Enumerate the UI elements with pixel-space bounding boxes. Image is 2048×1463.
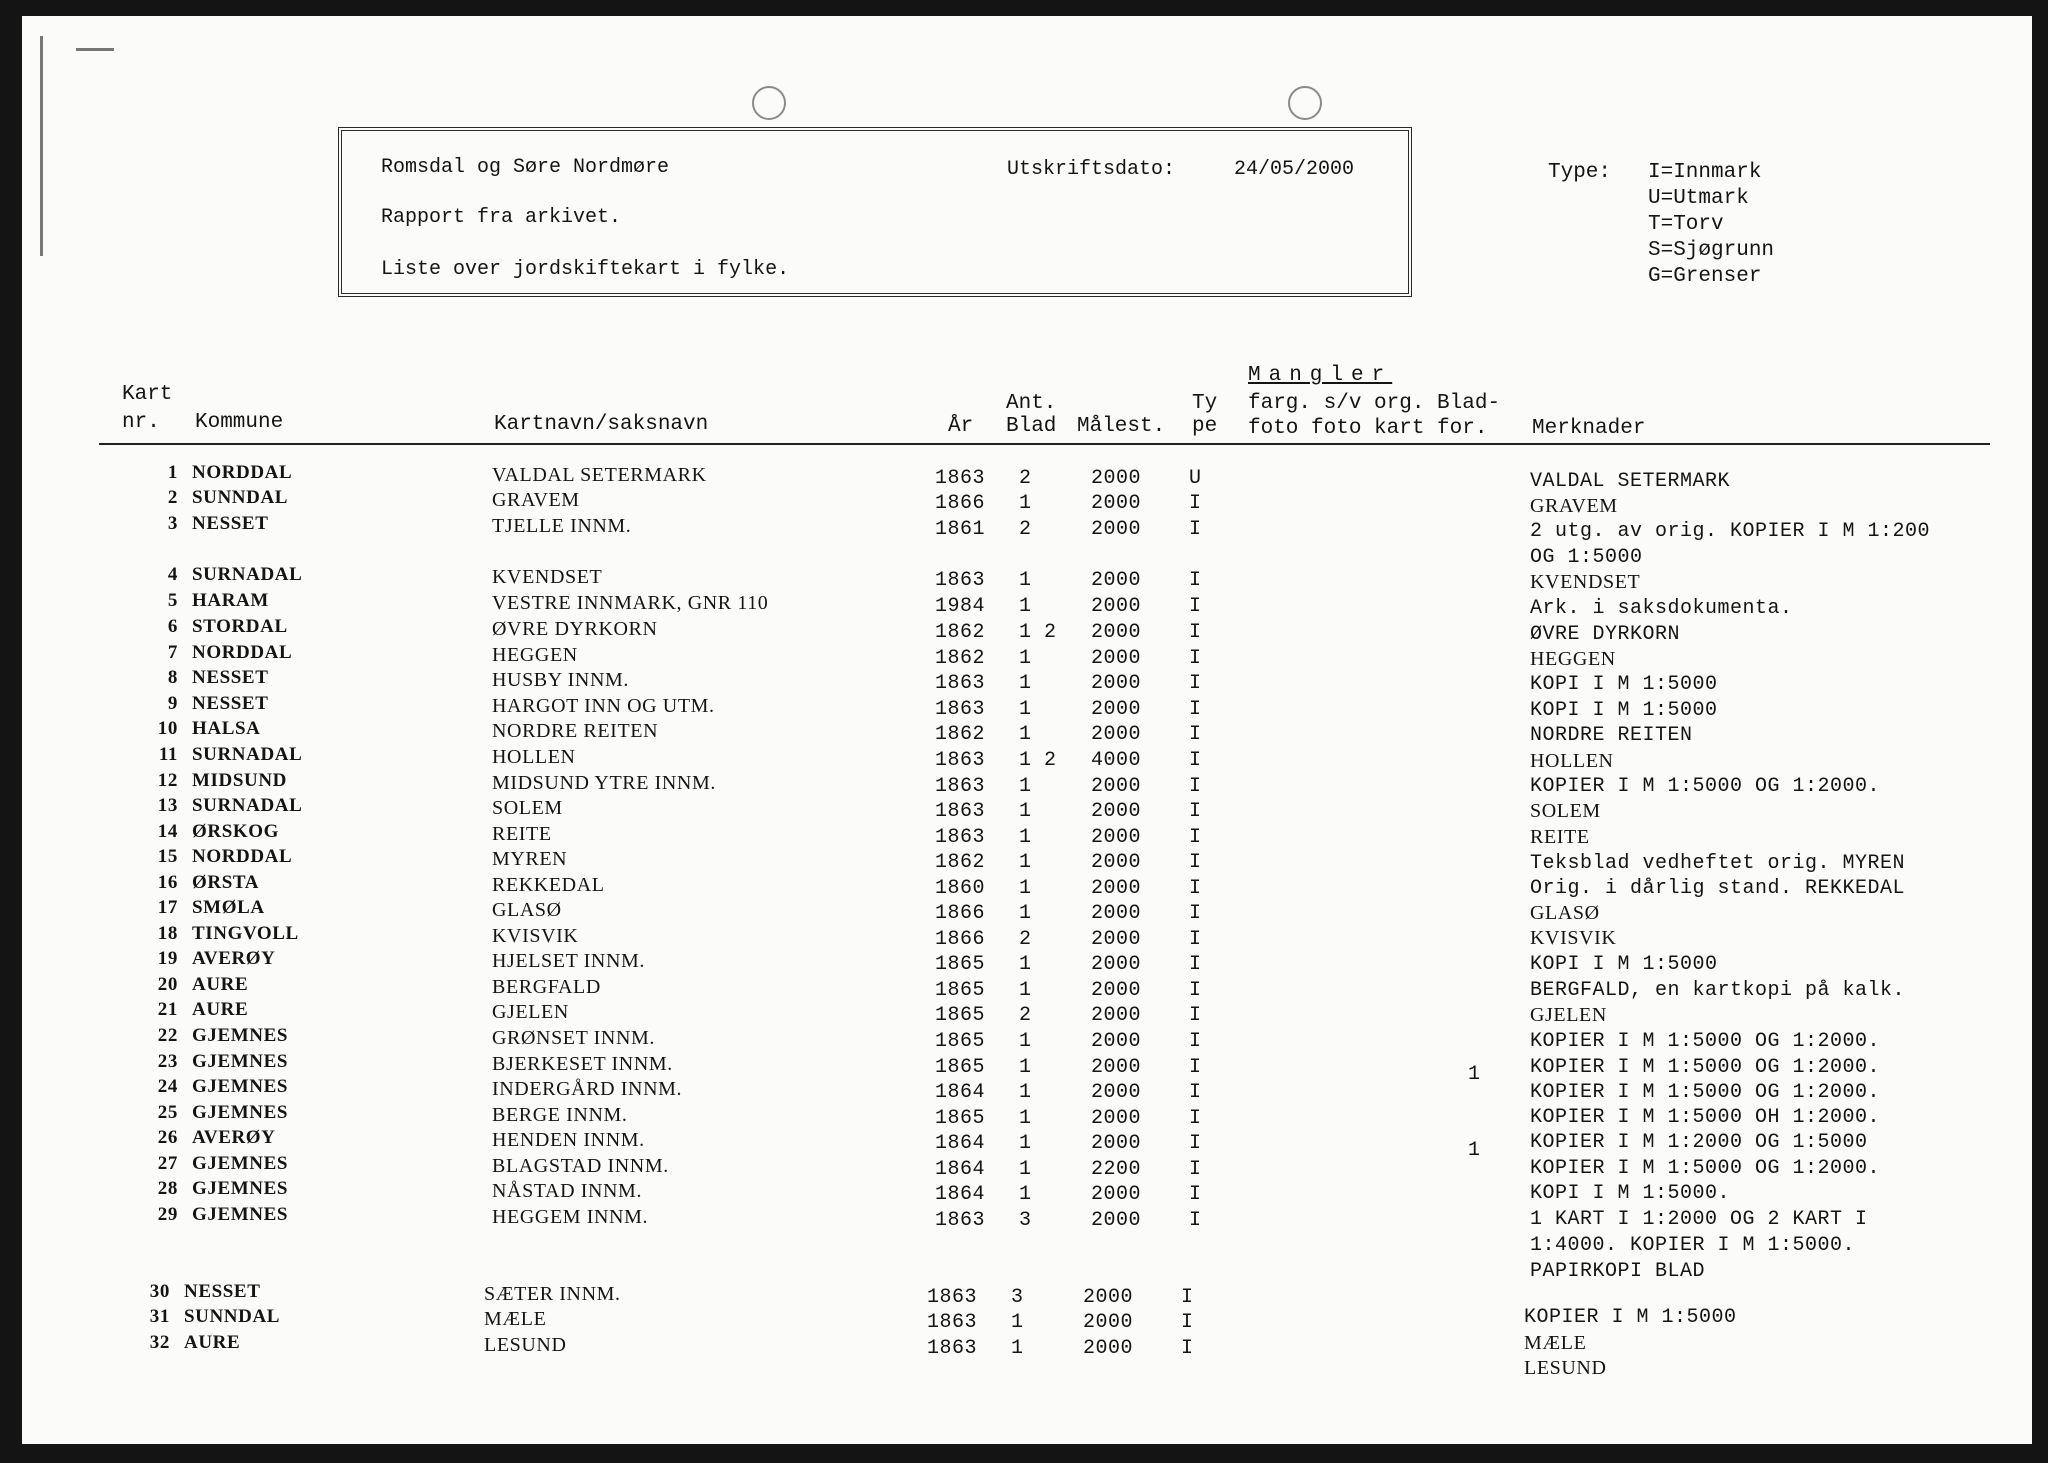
row-merknad: BERGFALD, en kartkopi på kalk. bbox=[1530, 979, 1906, 1002]
row-merknad: KVISVIK bbox=[1530, 927, 1617, 949]
type-legend-label: Type: bbox=[1548, 161, 1612, 184]
row-kartnavn: GLASØ bbox=[492, 899, 562, 921]
col-nr: nr. bbox=[122, 411, 160, 434]
row-kommune: AURE bbox=[192, 974, 249, 995]
row-type: I bbox=[1189, 1183, 1202, 1206]
row-merknad: GJELEN bbox=[1530, 1004, 1607, 1026]
row-kartnavn: NÅSTAD INNM. bbox=[492, 1180, 643, 1202]
row-nr: 6 bbox=[167, 616, 178, 637]
row-year: 1862 bbox=[935, 647, 986, 670]
row-merknad: 1:4000. KOPIER I M 1:5000. bbox=[1530, 1234, 1856, 1257]
row-nr: 10 bbox=[157, 718, 178, 739]
row-nr: 26 bbox=[157, 1127, 178, 1148]
row-year: 1862 bbox=[935, 621, 986, 644]
print-date-label: Utskriftsdato: bbox=[1007, 158, 1176, 181]
row-malestokk: 2000 bbox=[1091, 672, 1142, 695]
row-blad: 3 bbox=[1019, 1209, 1032, 1232]
row-nr: 15 bbox=[157, 846, 178, 867]
scan-dash bbox=[76, 48, 114, 51]
row-nr: 21 bbox=[157, 999, 178, 1020]
row-year: 1863 bbox=[935, 698, 986, 721]
row-type: I bbox=[1189, 492, 1202, 515]
row-blad: 1 bbox=[1011, 1337, 1024, 1360]
row-blad: 1 bbox=[1011, 1311, 1024, 1334]
row-year: 1865 bbox=[935, 953, 986, 976]
row-kommune: STORDAL bbox=[192, 616, 288, 637]
row-type: I bbox=[1189, 928, 1202, 951]
row-nr: 18 bbox=[157, 923, 178, 944]
row-kartnavn: GJELEN bbox=[492, 1001, 569, 1023]
header-line3: Liste over jordskiftekart i fylke. bbox=[381, 258, 790, 281]
row-year: 1863 bbox=[935, 1209, 986, 1232]
col-kommune: Kommune bbox=[195, 411, 284, 434]
row-year: 1863 bbox=[927, 1286, 978, 1309]
type-legend-item: I=Innmark bbox=[1648, 161, 1762, 184]
row-type: I bbox=[1181, 1337, 1194, 1360]
row-blad: 1 bbox=[1019, 877, 1032, 900]
row-kommune: AURE bbox=[184, 1332, 241, 1353]
row-kommune: NORDDAL bbox=[192, 642, 293, 663]
row-year: 1864 bbox=[935, 1081, 986, 1104]
row-kommune: SUNNDAL bbox=[184, 1306, 281, 1327]
row-malestokk: 2000 bbox=[1091, 647, 1142, 670]
row-kartnavn: BJERKESET INNM. bbox=[492, 1053, 673, 1075]
row-malestokk: 2000 bbox=[1091, 1004, 1142, 1027]
row-merknad: KOPIER I M 1:5000 OG 1:2000. bbox=[1530, 1081, 1881, 1104]
row-merknad: LESUND bbox=[1524, 1357, 1607, 1379]
row-malestokk: 2000 bbox=[1091, 723, 1142, 746]
row-malestokk: 2000 bbox=[1091, 851, 1142, 874]
row-nr: 28 bbox=[157, 1178, 178, 1199]
row-kommune: GJEMNES bbox=[192, 1153, 289, 1174]
col-kart: Kart bbox=[122, 383, 173, 406]
row-merknad: Orig. i dårlig stand. REKKEDAL bbox=[1530, 877, 1906, 900]
row-nr: 20 bbox=[157, 974, 178, 995]
row-type: I bbox=[1189, 826, 1202, 849]
row-type: I bbox=[1189, 877, 1202, 900]
row-merknad: KOPI I M 1:5000 bbox=[1530, 699, 1718, 722]
row-year: 1862 bbox=[935, 723, 986, 746]
row-merknad: MÆLE bbox=[1524, 1332, 1587, 1354]
row-malestokk: 2000 bbox=[1091, 800, 1142, 823]
row-kommune: NESSET bbox=[192, 667, 269, 688]
row-type: I bbox=[1189, 1030, 1202, 1053]
row-merknad: HOLLEN bbox=[1530, 750, 1614, 772]
row-kartnavn: MÆLE bbox=[484, 1308, 547, 1330]
row-kommune: HARAM bbox=[192, 590, 269, 611]
row-kommune: GJEMNES bbox=[192, 1051, 289, 1072]
row-year: 1863 bbox=[935, 467, 986, 490]
row-kommune: GJEMNES bbox=[192, 1076, 289, 1097]
row-malestokk: 2000 bbox=[1091, 1030, 1142, 1053]
row-blad: 1 bbox=[1019, 1081, 1032, 1104]
row-merknad: KOPI I M 1:5000 bbox=[1530, 673, 1718, 696]
row-year: 1863 bbox=[935, 672, 986, 695]
row-nr: 3 bbox=[167, 513, 178, 534]
row-nr: 30 bbox=[149, 1281, 170, 1302]
row-merknad: 1 KART I 1:2000 OG 2 KART I bbox=[1530, 1208, 1868, 1231]
row-kommune: ØRSKOG bbox=[192, 821, 280, 842]
row-year: 1865 bbox=[935, 1107, 986, 1130]
row-merknad: KOPIER I M 1:5000 OG 1:2000. bbox=[1530, 1157, 1881, 1180]
row-year: 1984 bbox=[935, 595, 986, 618]
row-malestokk: 2000 bbox=[1083, 1286, 1134, 1309]
row-type: I bbox=[1189, 953, 1202, 976]
row-blad: 2 bbox=[1019, 518, 1032, 541]
row-malestokk: 2200 bbox=[1091, 1158, 1142, 1181]
row-kommune: GJEMNES bbox=[192, 1204, 289, 1225]
row-merknad: PAPIRKOPI BLAD bbox=[1530, 1260, 1706, 1283]
row-kartnavn: INDERGÅRD INNM. bbox=[492, 1078, 683, 1100]
row-blad: 1 bbox=[1019, 902, 1032, 925]
row-kartnavn: SÆTER INNM. bbox=[484, 1283, 621, 1305]
row-merknad: KOPIER I M 1:5000 bbox=[1524, 1306, 1737, 1329]
header-region: Romsdal og Søre Nordmøre bbox=[381, 156, 670, 179]
row-year: 1865 bbox=[935, 979, 986, 1002]
row-type: I bbox=[1189, 1081, 1202, 1104]
row-kartnavn: BERGE INNM. bbox=[492, 1104, 628, 1126]
row-type: U bbox=[1189, 467, 1202, 490]
row-blad: 1 2 bbox=[1019, 749, 1057, 772]
row-nr: 14 bbox=[157, 821, 178, 842]
row-nr: 2 bbox=[167, 487, 178, 508]
row-merknad: VALDAL SETERMARK bbox=[1530, 470, 1731, 493]
row-type: I bbox=[1189, 1158, 1202, 1181]
row-type: I bbox=[1189, 902, 1202, 925]
row-malestokk: 2000 bbox=[1091, 928, 1142, 951]
row-merknad: KOPI I M 1:5000. bbox=[1530, 1182, 1731, 1205]
row-kommune: AURE bbox=[192, 999, 249, 1020]
col-pe: pe bbox=[1192, 415, 1218, 438]
row-merknad: REITE bbox=[1530, 826, 1590, 848]
row-blad: 3 bbox=[1011, 1286, 1024, 1309]
row-year: 1863 bbox=[935, 826, 986, 849]
type-legend-item: G=Grenser bbox=[1648, 265, 1762, 288]
col-mangler-sub2: foto foto kart for. bbox=[1248, 417, 1488, 440]
row-blad: 1 bbox=[1019, 1158, 1032, 1181]
row-year: 1862 bbox=[935, 851, 986, 874]
row-malestokk: 2000 bbox=[1091, 467, 1142, 490]
row-blad: 1 bbox=[1019, 647, 1032, 670]
row-kommune: SUNNDAL bbox=[192, 487, 289, 508]
row-year: 1863 bbox=[935, 800, 986, 823]
row-type: I bbox=[1189, 1209, 1202, 1232]
row-kartnavn: ØVRE DYRKORN bbox=[492, 618, 658, 640]
row-malestokk: 2000 bbox=[1091, 595, 1142, 618]
row-merknad: KOPIER I M 1:5000 OG 1:2000. bbox=[1530, 775, 1881, 798]
row-kartnavn: REKKEDAL bbox=[492, 874, 605, 896]
row-nr: 32 bbox=[149, 1332, 170, 1353]
row-malestokk: 2000 bbox=[1091, 698, 1142, 721]
row-type: I bbox=[1189, 979, 1202, 1002]
row-kommune: HALSA bbox=[192, 718, 261, 739]
row-kommune: NORDDAL bbox=[192, 846, 293, 867]
row-kommune: SMØLA bbox=[192, 897, 265, 918]
row-malestokk: 2000 bbox=[1091, 1107, 1142, 1130]
row-year: 1865 bbox=[935, 1030, 986, 1053]
row-kartnavn: GRAVEM bbox=[492, 489, 580, 511]
row-nr: 4 bbox=[167, 564, 178, 585]
row-kommune: NESSET bbox=[184, 1281, 261, 1302]
row-kartnavn: HENDEN INNM. bbox=[492, 1129, 645, 1151]
row-kommune: ØRSTA bbox=[192, 872, 260, 893]
row-blad: 1 bbox=[1019, 492, 1032, 515]
print-date: 24/05/2000 bbox=[1234, 158, 1355, 181]
row-nr: 16 bbox=[157, 872, 178, 893]
row-kartnavn: HARGOT INN OG UTM. bbox=[492, 695, 715, 717]
row-kommune: AVERØY bbox=[192, 1127, 276, 1148]
row-year: 1866 bbox=[935, 902, 986, 925]
row-year: 1864 bbox=[935, 1158, 986, 1181]
row-kartnavn: HEGGEN bbox=[492, 644, 578, 666]
row-blad: 1 2 bbox=[1019, 621, 1057, 644]
row-kommune: SURNADAL bbox=[192, 795, 303, 816]
row-kartnavn: NORDRE REITEN bbox=[492, 720, 659, 742]
row-year: 1864 bbox=[935, 1132, 986, 1155]
row-nr: 23 bbox=[157, 1051, 178, 1072]
row-merknad: HEGGEN bbox=[1530, 648, 1616, 670]
row-blad: 1 bbox=[1019, 979, 1032, 1002]
row-nr: 27 bbox=[157, 1153, 178, 1174]
row-malestokk: 2000 bbox=[1091, 1209, 1142, 1232]
row-blad: 1 bbox=[1019, 826, 1032, 849]
row-kartnavn: SOLEM bbox=[492, 797, 563, 819]
row-merknad: 2 utg. av orig. KOPIER I M 1:200 bbox=[1530, 520, 1931, 543]
row-merknad: SOLEM bbox=[1530, 800, 1601, 822]
row-type: I bbox=[1189, 1056, 1202, 1079]
row-merknad: KOPI I M 1:5000 bbox=[1530, 953, 1718, 976]
row-year: 1863 bbox=[935, 569, 986, 592]
row-kommune: NESSET bbox=[192, 513, 269, 534]
row-type: I bbox=[1189, 800, 1202, 823]
row-kommune: GJEMNES bbox=[192, 1178, 289, 1199]
row-malestokk: 2000 bbox=[1091, 775, 1142, 798]
row-kartnavn: HEGGEM INNM. bbox=[492, 1206, 649, 1228]
row-blad: 2 bbox=[1019, 467, 1032, 490]
row-type: I bbox=[1189, 647, 1202, 670]
row-type: I bbox=[1189, 518, 1202, 541]
row-merknad: NORDRE REITEN bbox=[1530, 724, 1693, 747]
row-type: I bbox=[1189, 1004, 1202, 1027]
row-merknad: GLASØ bbox=[1530, 902, 1600, 924]
row-kommune: GJEMNES bbox=[192, 1025, 289, 1046]
row-malestokk: 2000 bbox=[1091, 621, 1142, 644]
col-ar: År bbox=[948, 415, 974, 438]
row-merknad: KOPIER I M 1:2000 OG 1:5000 bbox=[1530, 1131, 1868, 1154]
row-merknad: KOPIER I M 1:5000 OG 1:2000. bbox=[1530, 1030, 1881, 1053]
row-malestokk: 4000 bbox=[1091, 749, 1142, 772]
row-blad: 2 bbox=[1019, 1004, 1032, 1027]
row-malestokk: 2000 bbox=[1091, 1183, 1142, 1206]
row-type: I bbox=[1189, 672, 1202, 695]
row-blad: 1 bbox=[1019, 1107, 1032, 1130]
row-year: 1865 bbox=[935, 1056, 986, 1079]
row-merknad: Teksblad vedheftet orig. MYREN bbox=[1530, 852, 1906, 875]
row-kartnavn: MYREN bbox=[492, 848, 568, 870]
row-blad: 1 bbox=[1019, 1056, 1032, 1079]
row-malestokk: 2000 bbox=[1083, 1311, 1134, 1334]
row-blad: 1 bbox=[1019, 672, 1032, 695]
row-year: 1863 bbox=[935, 775, 986, 798]
row-malestokk: 2000 bbox=[1091, 953, 1142, 976]
row-nr: 19 bbox=[157, 948, 178, 969]
row-kommune: GJEMNES bbox=[192, 1102, 289, 1123]
row-malestokk: 2000 bbox=[1091, 569, 1142, 592]
row-type: I bbox=[1189, 749, 1202, 772]
row-malestokk: 2000 bbox=[1091, 1056, 1142, 1079]
row-kartnavn: KVENDSET bbox=[492, 566, 603, 588]
row-type: I bbox=[1181, 1311, 1194, 1334]
row-nr: 29 bbox=[157, 1204, 178, 1225]
row-type: I bbox=[1189, 1107, 1202, 1130]
margin-line bbox=[40, 36, 43, 256]
row-kartnavn: VESTRE INNMARK, GNR 110 bbox=[492, 592, 769, 614]
header-rule bbox=[99, 443, 1990, 445]
punch-hole-right bbox=[1288, 86, 1322, 120]
col-blad: Blad bbox=[1006, 415, 1057, 438]
col-ant: Ant. bbox=[1006, 392, 1057, 415]
row-malestokk: 2000 bbox=[1091, 518, 1142, 541]
row-merknad: KOPIER I M 1:5000 OG 1:2000. bbox=[1530, 1056, 1881, 1079]
row-malestokk: 2000 bbox=[1083, 1337, 1134, 1360]
row-nr: 17 bbox=[157, 897, 178, 918]
row-nr: 5 bbox=[167, 590, 178, 611]
row-nr: 1 bbox=[167, 462, 178, 483]
row-type: I bbox=[1189, 775, 1202, 798]
row-kommune: TINGVOLL bbox=[192, 923, 299, 944]
row-blad: 1 bbox=[1019, 800, 1032, 823]
row-kartnavn: TJELLE INNM. bbox=[492, 515, 632, 537]
row-nr: 25 bbox=[157, 1102, 178, 1123]
row-blad: 1 bbox=[1019, 569, 1032, 592]
type-legend-item: T=Torv bbox=[1648, 213, 1724, 236]
row-kartnavn: MIDSUND YTRE INNM. bbox=[492, 772, 716, 794]
row-kartnavn: BLAGSTAD INNM. bbox=[492, 1155, 669, 1177]
row-missing-blad: 1 bbox=[1468, 1063, 1481, 1086]
row-merknad: GRAVEM bbox=[1530, 495, 1618, 517]
row-nr: 13 bbox=[157, 795, 178, 816]
row-blad: 1 bbox=[1019, 775, 1032, 798]
row-blad: 1 bbox=[1019, 595, 1032, 618]
row-year: 1863 bbox=[935, 749, 986, 772]
row-year: 1860 bbox=[935, 877, 986, 900]
row-malestokk: 2000 bbox=[1091, 1132, 1142, 1155]
row-malestokk: 2000 bbox=[1091, 902, 1142, 925]
type-legend-item: U=Utmark bbox=[1648, 187, 1749, 210]
row-type: I bbox=[1189, 1132, 1202, 1155]
row-nr: 8 bbox=[167, 667, 178, 688]
col-mangler-sub1: farg. s/v org. Blad- bbox=[1248, 392, 1501, 415]
row-kommune: SURNADAL bbox=[192, 744, 303, 765]
type-legend-item: S=Sjøgrunn bbox=[1648, 239, 1775, 262]
row-nr: 11 bbox=[158, 744, 178, 765]
row-nr: 31 bbox=[149, 1306, 170, 1327]
header-line2: Rapport fra arkivet. bbox=[381, 206, 622, 229]
row-kommune: AVERØY bbox=[192, 948, 276, 969]
col-merknader: Merknader bbox=[1532, 417, 1646, 440]
row-blad: 1 bbox=[1019, 1183, 1032, 1206]
row-year: 1863 bbox=[927, 1337, 978, 1360]
row-year: 1866 bbox=[935, 492, 986, 515]
row-kartnavn: HUSBY INNM. bbox=[492, 669, 629, 691]
row-malestokk: 2000 bbox=[1091, 1081, 1142, 1104]
row-year: 1865 bbox=[935, 1004, 986, 1027]
row-malestokk: 2000 bbox=[1091, 492, 1142, 515]
row-kartnavn: BERGFALD bbox=[492, 976, 601, 998]
row-nr: 24 bbox=[157, 1076, 178, 1097]
row-type: I bbox=[1189, 851, 1202, 874]
row-kartnavn: VALDAL SETERMARK bbox=[492, 464, 707, 486]
row-kartnavn: KVISVIK bbox=[492, 925, 579, 947]
row-nr: 12 bbox=[157, 770, 178, 791]
punch-hole-left bbox=[752, 86, 786, 120]
row-kommune: SURNADAL bbox=[192, 564, 303, 585]
row-blad: 1 bbox=[1019, 1132, 1032, 1155]
row-nr: 9 bbox=[167, 693, 178, 714]
row-blad: 2 bbox=[1019, 928, 1032, 951]
row-type: I bbox=[1189, 569, 1202, 592]
row-merknad: KOPIER I M 1:5000 OH 1:2000. bbox=[1530, 1106, 1881, 1129]
row-type: I bbox=[1189, 621, 1202, 644]
row-type: I bbox=[1189, 723, 1202, 746]
row-malestokk: 2000 bbox=[1091, 826, 1142, 849]
col-malest: Målest. bbox=[1077, 415, 1166, 438]
row-year: 1866 bbox=[935, 928, 986, 951]
row-nr: 7 bbox=[167, 642, 178, 663]
row-kommune: NESSET bbox=[192, 693, 269, 714]
row-kartnavn: HJELSET INNM. bbox=[492, 950, 645, 972]
row-blad: 1 bbox=[1019, 723, 1032, 746]
row-blad: 1 bbox=[1019, 953, 1032, 976]
row-blad: 1 bbox=[1019, 1030, 1032, 1053]
col-mangler: Mangler bbox=[1248, 364, 1393, 387]
row-kartnavn: HOLLEN bbox=[492, 746, 576, 768]
col-ty: Ty bbox=[1192, 392, 1218, 415]
col-kartnavn: Kartnavn/saksnavn bbox=[494, 413, 709, 436]
row-year: 1864 bbox=[935, 1183, 986, 1206]
row-blad: 1 bbox=[1019, 851, 1032, 874]
row-merknad: ØVRE DYRKORN bbox=[1530, 623, 1681, 646]
row-year: 1863 bbox=[927, 1311, 978, 1334]
row-kartnavn: LESUND bbox=[484, 1334, 567, 1356]
row-kommune: NORDDAL bbox=[192, 462, 293, 483]
row-merknad: KVENDSET bbox=[1530, 571, 1641, 593]
row-type: I bbox=[1189, 698, 1202, 721]
row-missing-blad: 1 bbox=[1468, 1139, 1481, 1162]
row-kommune: MIDSUND bbox=[192, 770, 287, 791]
row-malestokk: 2000 bbox=[1091, 877, 1142, 900]
row-merknad: Ark. i saksdokumenta. bbox=[1530, 597, 1793, 620]
row-nr: 22 bbox=[157, 1025, 178, 1046]
row-malestokk: 2000 bbox=[1091, 979, 1142, 1002]
row-blad: 1 bbox=[1019, 698, 1032, 721]
row-merknad: OG 1:5000 bbox=[1530, 546, 1643, 569]
row-year: 1861 bbox=[935, 518, 986, 541]
row-type: I bbox=[1189, 595, 1202, 618]
row-type: I bbox=[1181, 1286, 1194, 1309]
row-kartnavn: REITE bbox=[492, 823, 552, 845]
row-kartnavn: GRØNSET INNM. bbox=[492, 1027, 655, 1049]
